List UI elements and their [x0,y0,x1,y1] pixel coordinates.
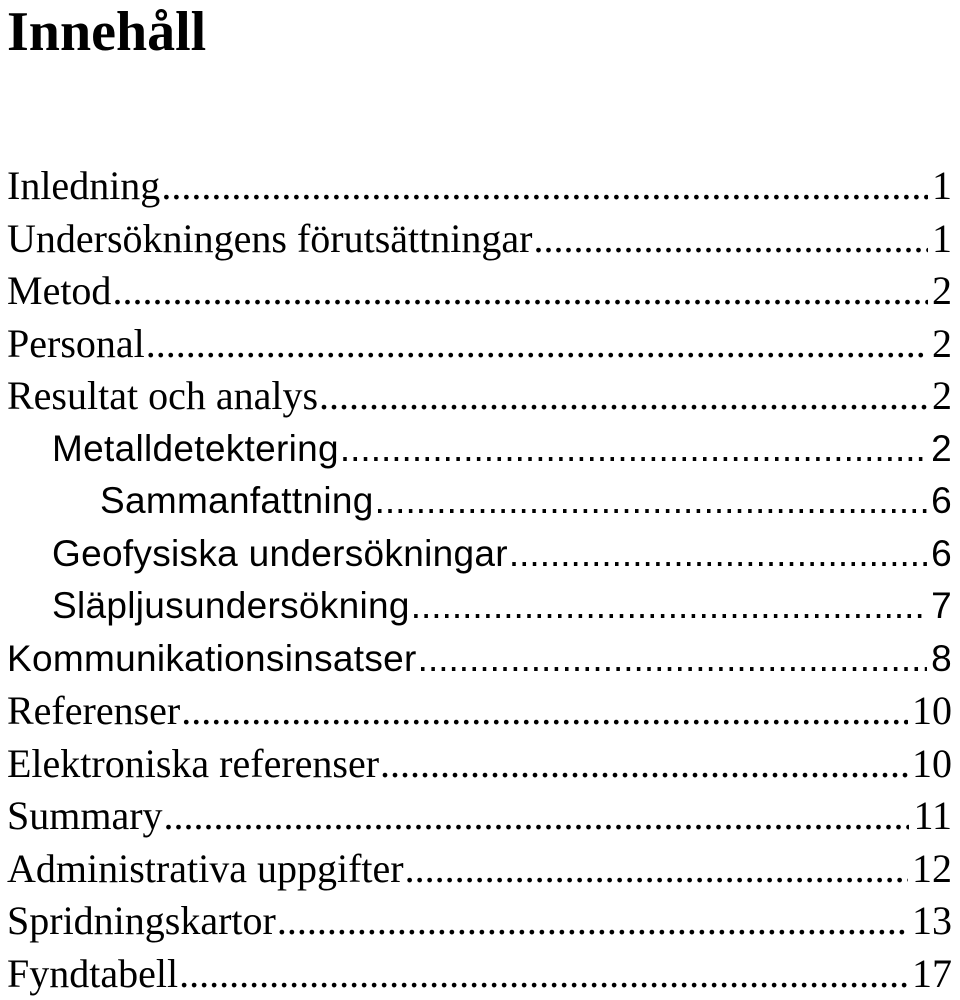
toc-dot-leader [179,948,908,1000]
page-title: Innehåll [7,0,206,64]
toc-entry[interactable] [0,213,960,266]
toc-entry-label: Geofysiska undersökningar [52,528,508,581]
toc-entry-label: Administrativa uppgifter [7,843,404,896]
toc-dot-leader [509,528,927,581]
toc-page-number: 10 [912,738,952,791]
toc-page-number: 2 [931,423,952,476]
toc-entry[interactable] [0,895,960,948]
toc-entry-label: Metod [7,265,111,318]
toc-entry-label: Personal [7,318,145,371]
toc-page-number: 2 [932,370,952,423]
toc-entry-label: Elektroniska referenser [7,738,379,791]
toc-dot-leader [112,265,928,318]
toc-entry-label: Resultat och analys [7,370,318,423]
toc-entry[interactable] [0,265,960,318]
toc-page-number: 13 [912,895,952,948]
toc-page-number: 7 [931,580,952,633]
toc-entry[interactable] [0,790,960,843]
toc-entry-label: Referenser [7,685,180,738]
toc-entry[interactable] [0,685,960,738]
toc-dot-leader [146,318,928,371]
toc-entry[interactable] [0,633,960,686]
toc-dot-leader [411,580,927,633]
toc-list [0,160,960,1000]
toc-dot-leader [375,475,927,528]
toc-entry-label: Inledning [7,160,160,213]
toc-entry-label: Fyndtabell [7,948,178,1000]
toc-page-number: 6 [931,528,952,581]
toc-dot-leader [533,213,928,266]
toc-page-number: 8 [931,633,952,686]
toc-dot-leader [418,633,927,686]
toc-page-number: 11 [913,790,952,843]
toc-page-number: 2 [932,318,952,371]
toc-page-number: 1 [932,160,952,213]
toc-dot-leader [277,895,908,948]
toc-page-number: 6 [931,475,952,528]
toc-entry[interactable] [0,160,960,213]
toc-dot-leader [380,738,908,791]
toc-entry[interactable] [0,475,960,528]
toc-dot-leader [340,423,927,476]
toc-dot-leader [181,685,908,738]
toc-entry[interactable] [0,423,960,476]
toc-dot-leader [319,370,928,423]
toc-page-number: 12 [912,843,952,896]
toc-entry[interactable] [0,738,960,791]
toc-dot-leader [161,160,928,213]
toc-dot-leader [164,790,910,843]
toc-entry[interactable] [0,948,960,1000]
toc-page-number: 17 [912,948,952,1000]
toc-entry[interactable] [0,580,960,633]
toc-entry[interactable] [0,528,960,581]
toc-entry[interactable] [0,370,960,423]
toc-entry[interactable] [0,843,960,896]
toc-entry-label: Sammanfattning [100,475,374,528]
toc-page-number: 2 [932,265,952,318]
toc-entry-label: Summary [7,790,163,843]
toc-entry-label: Undersökningens förutsättningar [7,213,532,266]
toc-page-number: 10 [912,685,952,738]
toc-entry-label: Metalldetektering [52,423,339,476]
toc-entry-label: Släpljusundersökning [52,580,410,633]
toc-entry-label: Spridningskartor [7,895,276,948]
toc-entry-label: Kommunikationsinsatser [7,633,417,686]
toc-entry[interactable] [0,318,960,371]
toc-page-number: 1 [932,213,952,266]
toc-dot-leader [405,843,908,896]
